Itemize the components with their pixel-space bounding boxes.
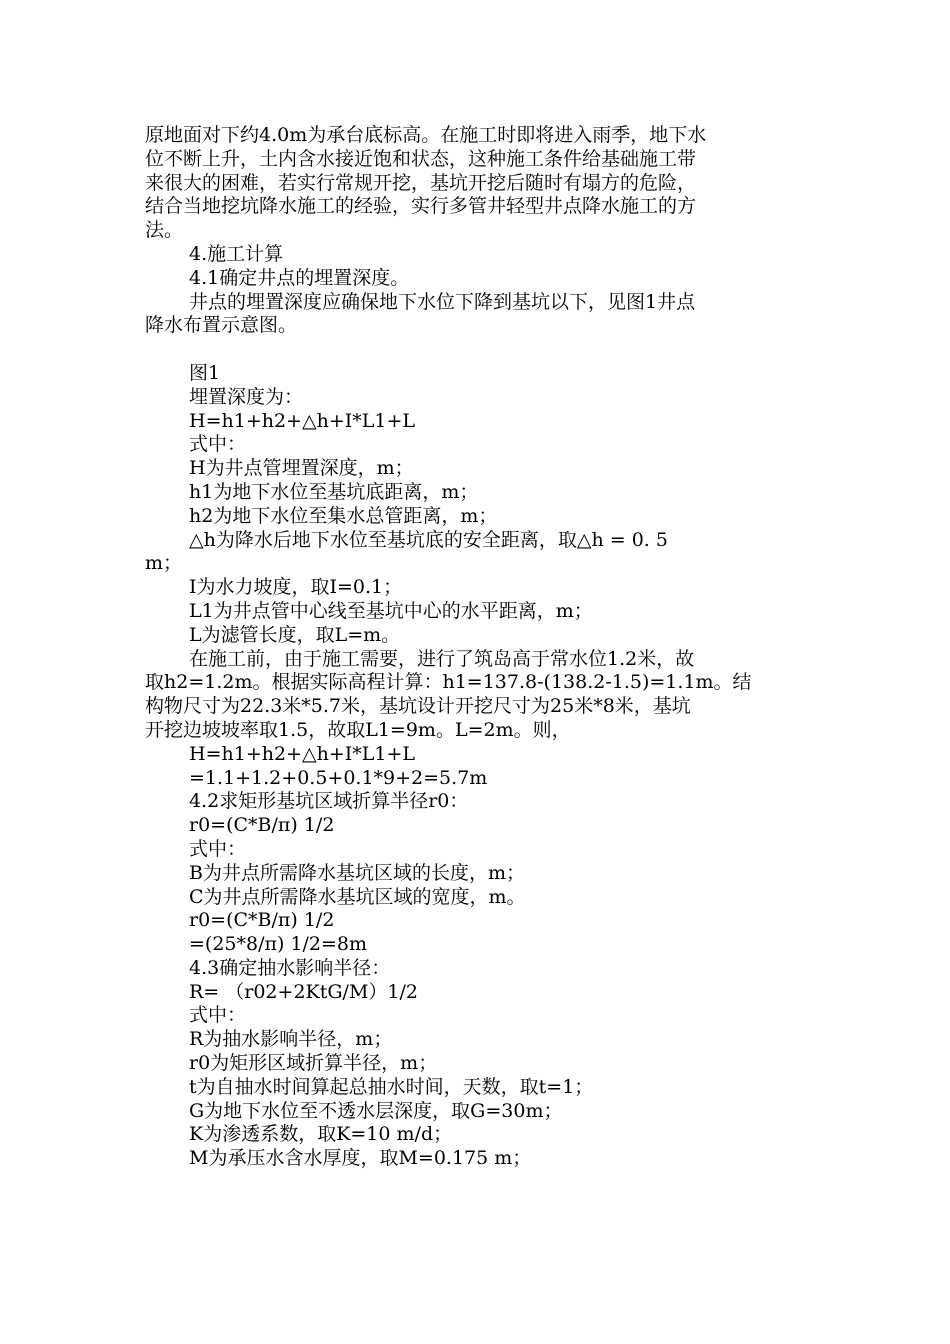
body-line: 位不断上升，土内含水接近饱和状态，这种施工条件给基础施工带 [145, 147, 697, 170]
body-line: △h为降水后地下水位至基坑底的安全距离，取△h = 0. 5 [189, 528, 668, 551]
body-line: 法。 [145, 219, 184, 242]
formula-line: R= （r02+2KtG/M）1/2 [189, 980, 418, 1003]
subsection-heading: 4.3确定抽水影响半径： [189, 956, 391, 979]
figure-label: 图1 [189, 361, 221, 384]
formula-line: H=h1+h2+△h+I*L1+L [189, 742, 415, 765]
body-line: 来很大的困难，若实行常规开挖，基坑开挖后随时有塌方的危险， [145, 171, 697, 194]
body-line: t为自抽水时间算起总抽水时间，天数，取t=1； [189, 1075, 594, 1098]
body-line: B为井点所需降水基坑区域的长度，m； [189, 861, 525, 884]
body-line: 式中： [189, 837, 247, 860]
body-line: L为滤管长度，取L=m。 [189, 623, 401, 646]
subsection-heading: 4.1确定井点的埋置深度。 [189, 266, 410, 289]
body-line: G为地下水位至不透水层深度，取G=30m； [189, 1099, 563, 1122]
formula-line: r0=(C*B/π) 1/2 [189, 909, 335, 932]
body-line: L1为井点管中心线至基坑中心的水平距离，m； [189, 599, 593, 622]
body-line: h2为地下水位至集水总管距离，m； [189, 504, 498, 527]
body-line: 结合当地挖坑降水施工的经验，实行多管井轻型井点降水施工的方 [145, 195, 697, 218]
body-line: 在施工前，由于施工需要，进行了筑岛高于常水位1.2米，故 [189, 647, 695, 670]
formula-line: =1.1+1.2+0.5+0.1*9+2=5.7m [189, 766, 488, 789]
section-heading: 4.施工计算 [189, 242, 284, 265]
blank-line [145, 338, 805, 362]
formula-line: r0=(C*B/π) 1/2 [189, 814, 335, 837]
body-line: 降水布置示意图。 [145, 314, 298, 337]
body-line: 式中： [189, 1004, 247, 1027]
body-line: 式中： [189, 433, 247, 456]
body-line: I为水力坡度，取I=0.1； [189, 576, 403, 599]
body-line: H为井点管埋置深度，m； [189, 457, 414, 480]
body-line: K为渗透系数，取K=10 m/d； [189, 1123, 453, 1146]
body-line: C为井点所需降水基坑区域的宽度，m。 [189, 885, 526, 908]
body-line: 原地面对下约4.0m为承台底标高。在施工时即将进入雨季，地下水 [145, 124, 707, 146]
document-page [145, 124, 805, 1171]
body-line: 构物尺寸为22.3米*5.7米，基坑设计开挖尺寸为25米*8米，基坑 [145, 695, 691, 718]
body-line: M为承压水含水厚度，取M=0.175 m； [189, 1147, 532, 1170]
body-line: r0为矩形区域折算半径，m； [189, 1052, 438, 1075]
subsection-heading: 4.2求矩形基坑区域折算半径r0： [189, 790, 469, 813]
body-line: R为抽水影响半径，m； [189, 1028, 393, 1051]
formula-line: =(25*8/π) 1/2=8m [189, 933, 368, 956]
body-line: h1为地下水位至基坑底距离，m； [189, 480, 479, 503]
body-line: 取h2=1.2m。根据实际高程计算：h1=137.8-(138.2-1.5)=1.1m。结 [145, 671, 752, 694]
body-line: m； [145, 552, 183, 575]
body-line: 埋置深度为： [189, 385, 304, 408]
body-line: 开挖边坡坡率取1.5，故取L1=9m。L=2m。则， [145, 718, 571, 741]
body-line: 井点的埋置深度应确保地下水位下降到基坑以下，见图1井点 [189, 290, 696, 313]
formula-line: H=h1+h2+△h+I*L1+L [189, 409, 415, 432]
